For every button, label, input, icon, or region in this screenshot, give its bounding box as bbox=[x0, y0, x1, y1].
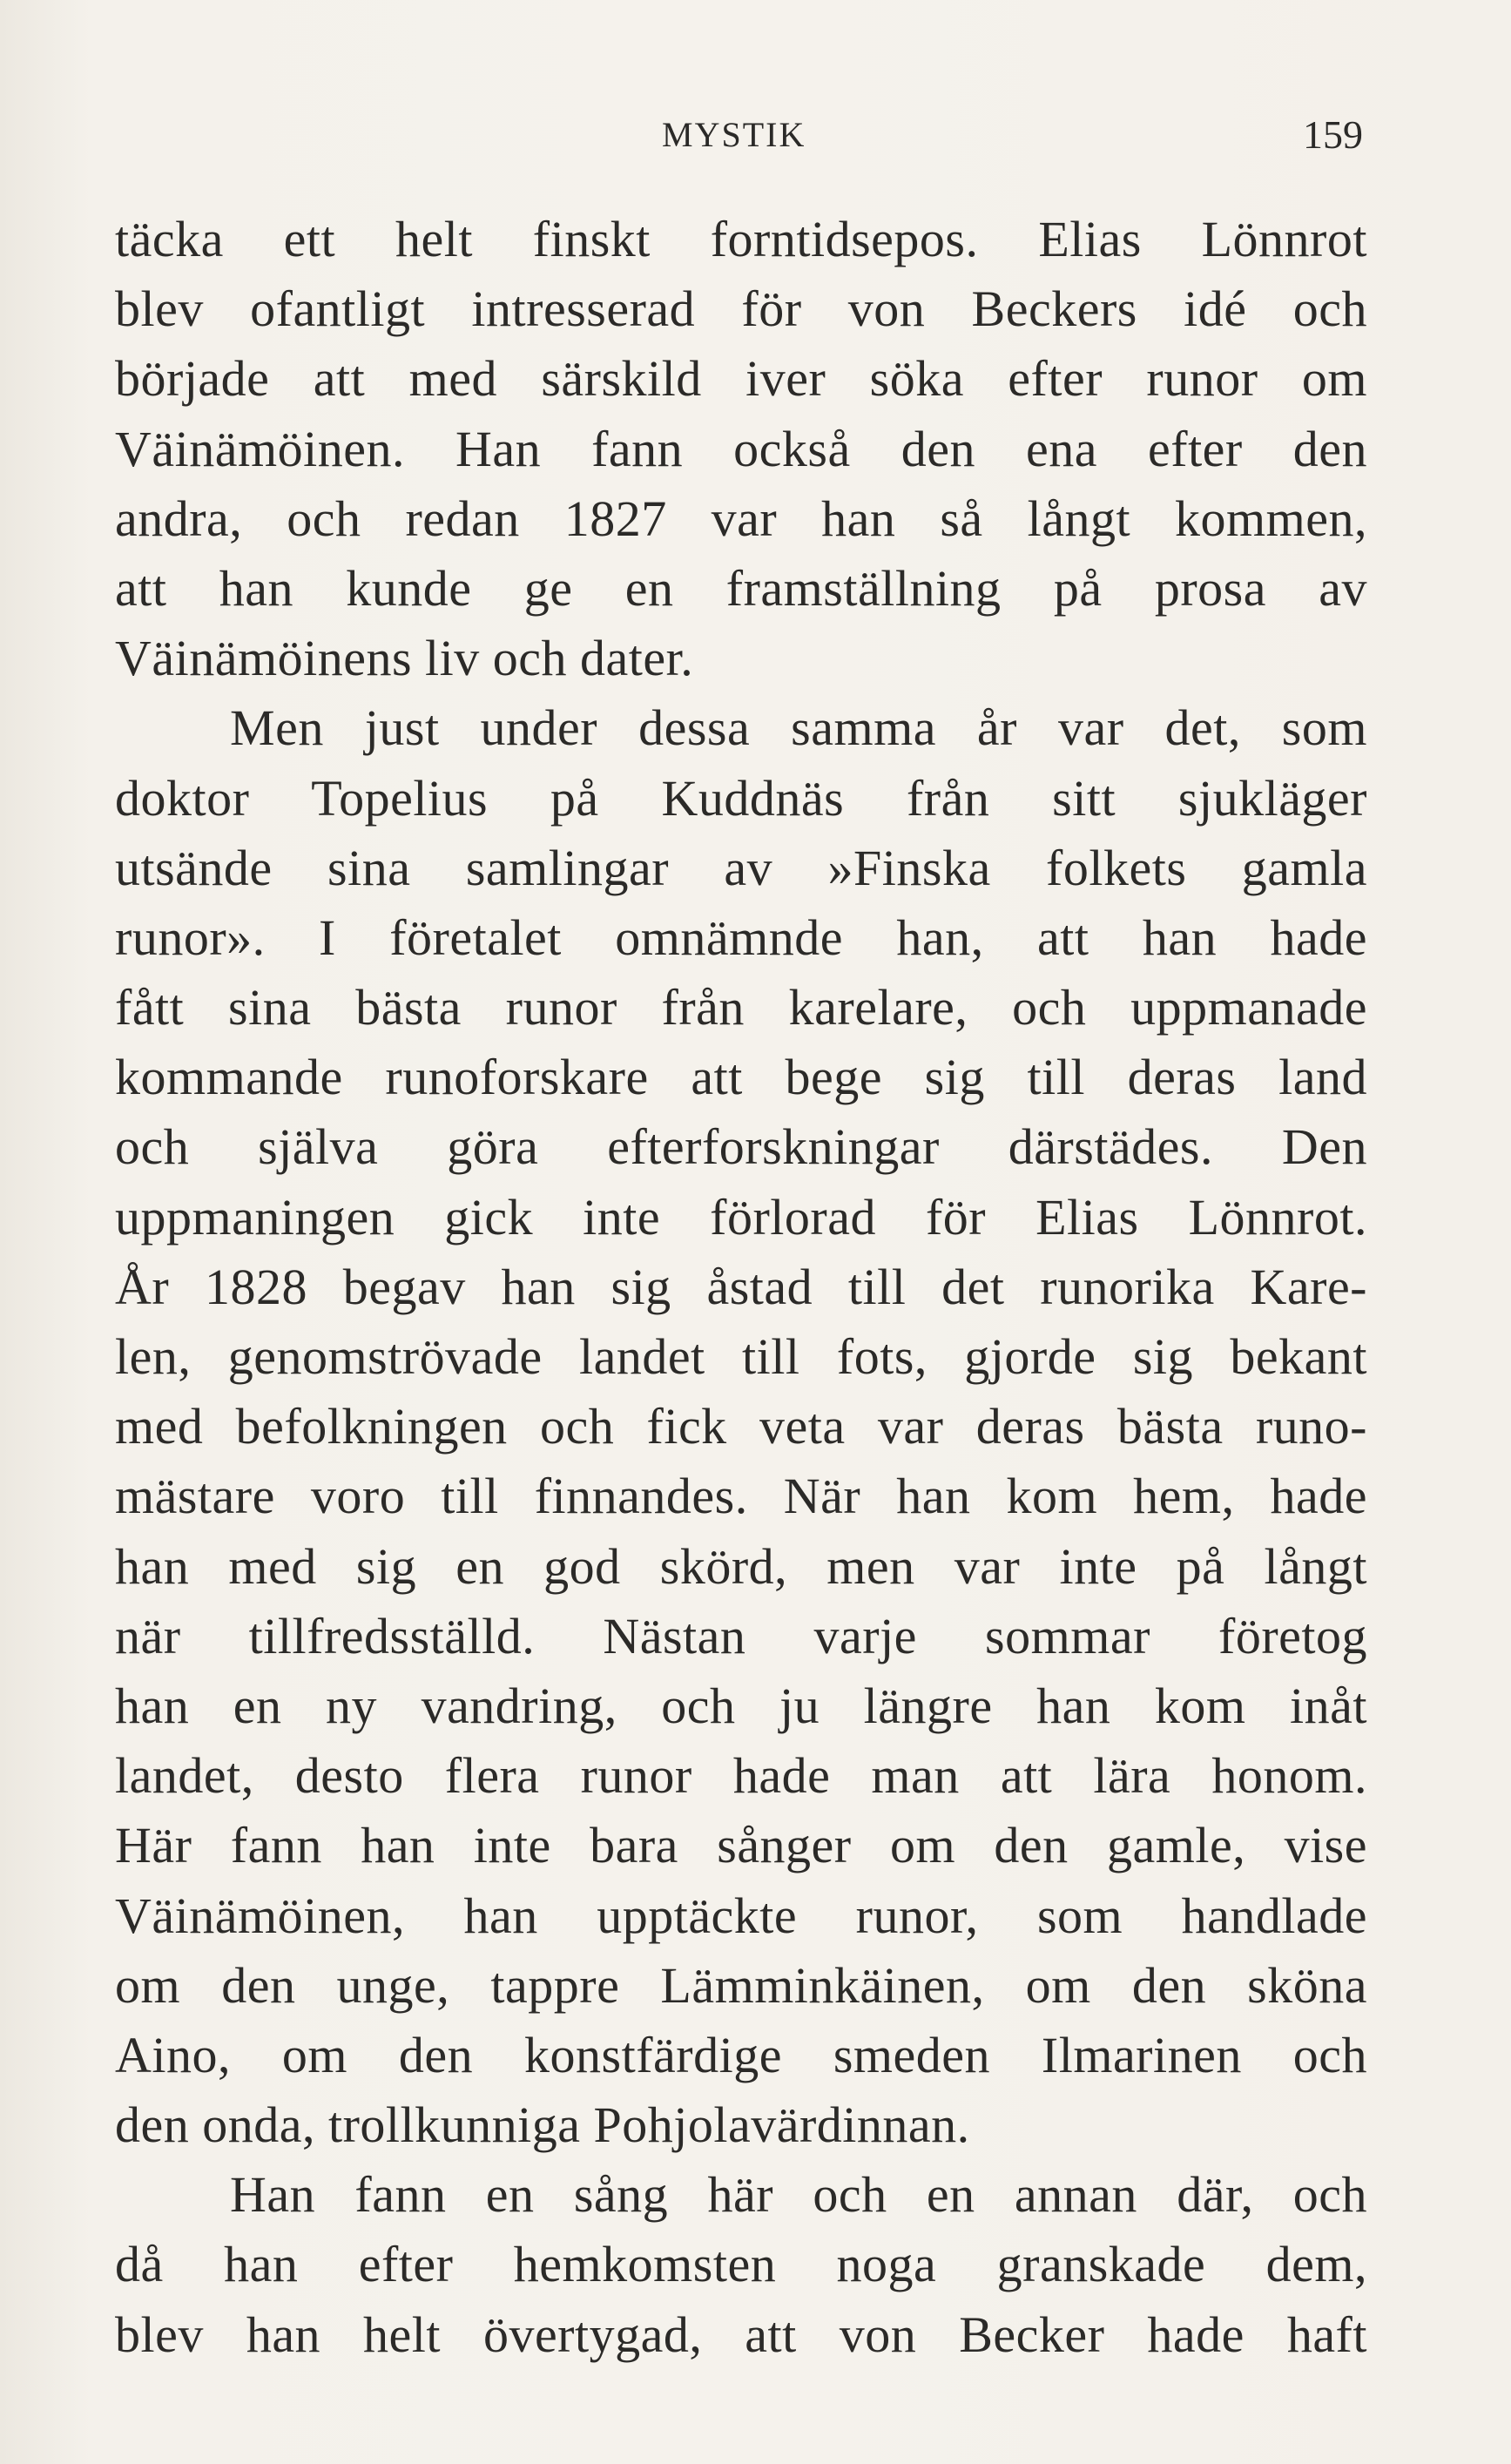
text-line: mästare voro till finnandes. När han kom hem, hade bbox=[115, 1468, 1367, 1525]
text-line: om den unge, tappre Lämminkäinen, om den sköna bbox=[115, 1956, 1367, 2014]
text-line: Väinämöinen. Han fann också den ena efter den bbox=[115, 420, 1367, 477]
running-title: MYSTIK bbox=[662, 115, 806, 154]
text-line: runor». I företalet omnämnde han, att han hade bbox=[115, 908, 1367, 966]
text-line: Väinämöinens liv och dater. bbox=[115, 630, 694, 687]
text-line: och själva göra efterforskningar därstädes. Den bbox=[115, 1118, 1367, 1176]
text-line: blev han helt övertygad, att von Becker hade haft bbox=[115, 2305, 1367, 2363]
text-line: att han kunde ge en framställning på prosa av bbox=[115, 559, 1367, 617]
text-line: Men just under dessa samma år var det, som bbox=[230, 699, 1367, 757]
text-line: när tillfredsställd. Nästan varje sommar företog bbox=[115, 1607, 1367, 1664]
text-line: Här fann han inte bara sånger om den gamle, vise bbox=[115, 1817, 1367, 1874]
text-line: började att med särskild iver söka efter runor om bbox=[115, 350, 1367, 408]
text-line: doktor Topelius på Kuddnäs från sitt sjukläger bbox=[115, 769, 1367, 827]
text-line: Han fann en sång här och en annan där, och bbox=[230, 2166, 1367, 2224]
text-line: den onda, trollkunniga Pohjolavärdinnan. bbox=[115, 2096, 970, 2154]
text-line: fått sina bästa runor från karelare, och uppmanade bbox=[115, 979, 1367, 1036]
text-line: han med sig en god skörd, men var inte på långt bbox=[115, 1537, 1367, 1595]
text-line: kommande runoforskare att bege sig till deras land bbox=[115, 1049, 1367, 1106]
running-head bbox=[113, 109, 1363, 161]
text-line: med befolkningen och fick veta var deras bästa runo- bbox=[115, 1398, 1367, 1455]
text-line: landet, desto flera runor hade man att lära honom. bbox=[115, 1747, 1367, 1805]
text-line: len, genomströvade landet till fots, gjorde sig bekant bbox=[115, 1328, 1367, 1385]
text-line: blev ofantligt intresserad för von Beckers idé och bbox=[115, 280, 1367, 338]
body-text bbox=[115, 205, 1367, 2370]
text-line: då han efter hemkomsten noga granskade dem, bbox=[115, 2236, 1367, 2293]
page-number: 159 bbox=[1303, 112, 1363, 157]
text-line: Väinämöinen, han upptäckte runor, som handlade bbox=[115, 1887, 1367, 1944]
text-line: År 1828 begav han sig åstad till det runorika Kare- bbox=[115, 1258, 1367, 1315]
text-line: andra, och redan 1827 var han så långt kommen, bbox=[115, 489, 1367, 547]
text-line: Aino, om den konstfärdige smeden Ilmarinen och bbox=[115, 2026, 1367, 2083]
text-line: täcka ett helt finskt forntidsepos. Elias Lönnrot bbox=[115, 211, 1367, 267]
text-line: uppmaningen gick inte förlorad för Elias Lönnrot. bbox=[115, 1188, 1367, 1246]
text-line: han en ny vandring, och ju längre han kom inåt bbox=[115, 1677, 1367, 1734]
text-line: utsände sina samlingar av »Finska folkets gamla bbox=[115, 839, 1367, 896]
